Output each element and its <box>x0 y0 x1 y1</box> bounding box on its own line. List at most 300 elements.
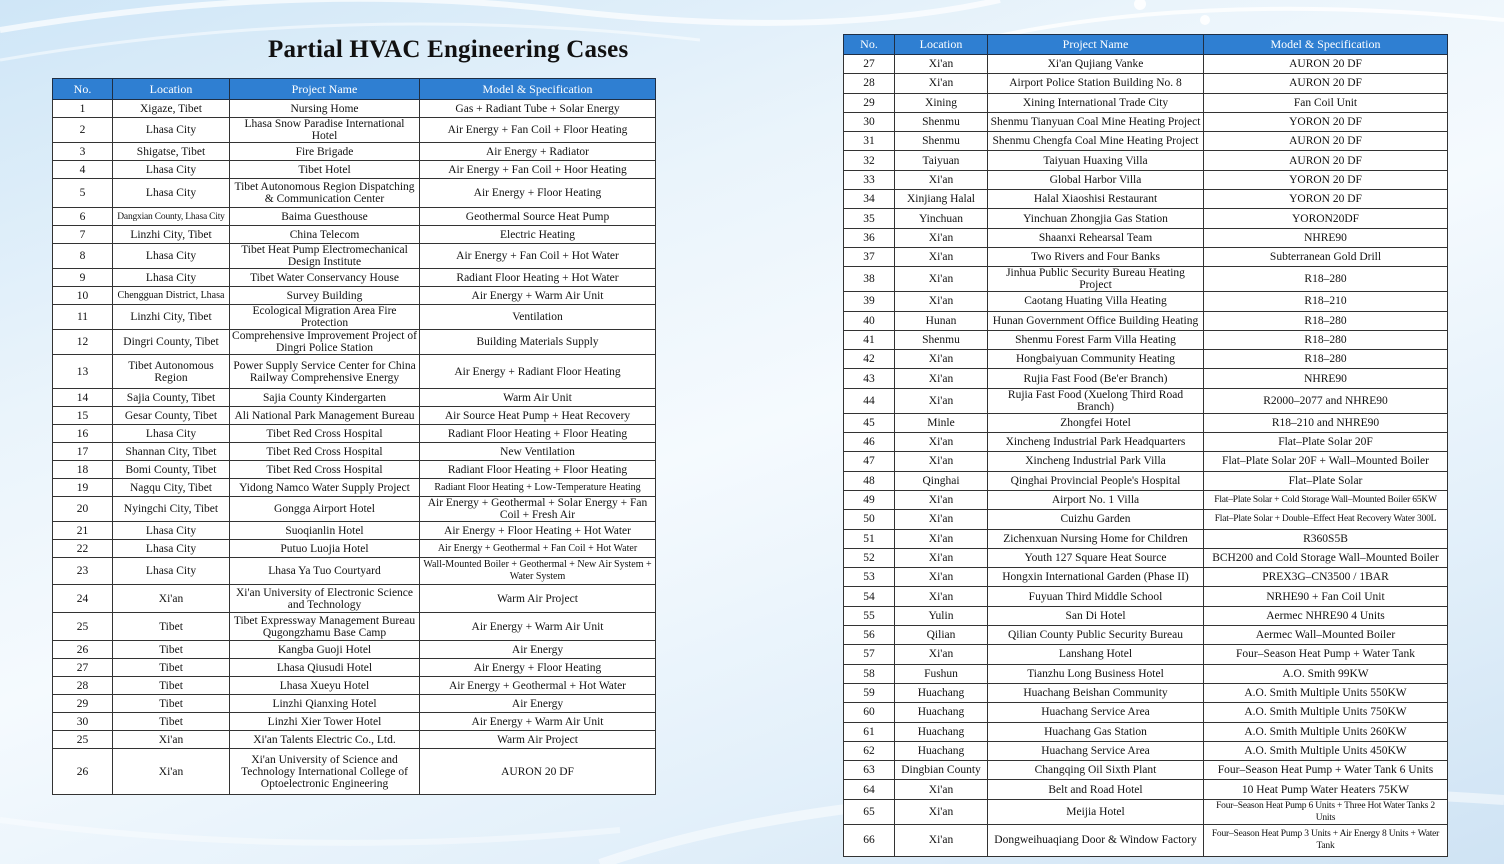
table-header-row <box>844 35 1448 55</box>
cell-project: Dongweihuaqiang Door & Window Factory <box>988 824 1204 856</box>
cell-project: Yinchuan Zhongjia Gas Station <box>988 209 1204 228</box>
col-header-model: Model & Specification <box>1204 35 1448 55</box>
cell-model: R18–210 <box>1204 292 1448 311</box>
cell-model: Air Energy + Floor Heating + Hot Water <box>420 522 656 540</box>
cell-model: New Ventilation <box>420 443 656 461</box>
cell-location: Xi'an <box>113 749 230 795</box>
cell-location: Xi'an <box>895 824 988 856</box>
cell-no: 47 <box>844 452 895 471</box>
cell-no: 60 <box>844 703 895 722</box>
cell-model: AURON 20 DF <box>1204 151 1448 170</box>
table-row <box>53 143 656 161</box>
cell-model: Air Energy + Fan Coil + Hot Water <box>420 244 656 269</box>
table-row <box>53 497 656 522</box>
cell-no: 3 <box>53 143 113 161</box>
cell-no: 12 <box>53 330 113 355</box>
table-row <box>53 305 656 330</box>
cell-model: Flat–Plate Solar 20F + Wall–Mounted Boiler <box>1204 452 1448 471</box>
cell-location: Linzhi City, Tibet <box>113 305 230 330</box>
table-row <box>844 824 1448 856</box>
cell-location: Minle <box>895 413 988 432</box>
table-row <box>53 613 656 641</box>
cell-location: Hunan <box>895 311 988 330</box>
table-row <box>844 722 1448 741</box>
cell-location: Tibet <box>113 641 230 659</box>
cell-no: 29 <box>844 93 895 112</box>
table-header-row <box>53 79 656 100</box>
table-row <box>844 388 1448 413</box>
cell-model: A.O. Smith Multiple Units 450KW <box>1204 741 1448 760</box>
table-row <box>844 93 1448 112</box>
table-row <box>53 244 656 269</box>
cell-model: Radiant Floor Heating + Low-Temperature Heating <box>420 479 656 497</box>
cell-location: Xi'an <box>895 55 988 74</box>
cell-no: 41 <box>844 330 895 349</box>
cell-location: Shannan City, Tibet <box>113 443 230 461</box>
cell-project: Kangba Guoji Hotel <box>230 641 420 659</box>
cell-no: 26 <box>53 749 113 795</box>
cell-project: Tibet Water Conservancy House <box>230 269 420 287</box>
cell-project: Zichenxuan Nursing Home for Children <box>988 529 1204 548</box>
cell-project: China Telecom <box>230 226 420 244</box>
cell-no: 26 <box>53 641 113 659</box>
cell-model: Four–Season Heat Pump 3 Units + Air Energy 8 Units + Water Tank <box>1204 824 1448 856</box>
cell-model: Air Energy + Geothermal + Fan Coil + Hot Water <box>420 540 656 558</box>
cell-project: Rujia Fast Food (Xuelong Third Road Branch) <box>988 388 1204 413</box>
cell-no: 50 <box>844 510 895 529</box>
table-row <box>53 731 656 749</box>
cell-location: Xi'an <box>113 585 230 613</box>
cell-no: 25 <box>53 731 113 749</box>
cell-project: Cuizhu Garden <box>988 510 1204 529</box>
table-row <box>844 683 1448 702</box>
cell-no: 29 <box>53 695 113 713</box>
cell-no: 57 <box>844 645 895 664</box>
cell-location: Qinghai <box>895 471 988 490</box>
cell-location: Xi'an <box>895 267 988 292</box>
cell-project: Fuyuan Third Middle School <box>988 587 1204 606</box>
cell-no: 15 <box>53 407 113 425</box>
cell-location: Huachang <box>895 722 988 741</box>
cell-model: Air Energy + Warm Air Unit <box>420 713 656 731</box>
cell-no: 66 <box>844 824 895 856</box>
cell-project: Youth 127 Square Heat Source <box>988 548 1204 567</box>
cell-model: Radiant Floor Heating + Floor Heating <box>420 425 656 443</box>
table-row <box>844 471 1448 490</box>
cell-project: Ali National Park Management Bureau <box>230 407 420 425</box>
table-row <box>53 659 656 677</box>
cell-model: Radiant Floor Heating + Hot Water <box>420 269 656 287</box>
cell-model: NHRE90 <box>1204 228 1448 247</box>
col-header-location: Location <box>895 35 988 55</box>
cell-location: Xinjiang Halal <box>895 190 988 209</box>
cell-location: Tibet <box>113 677 230 695</box>
cell-project: Airport Police Station Building No. 8 <box>988 74 1204 93</box>
cell-no: 7 <box>53 226 113 244</box>
col-header-no: No. <box>844 35 895 55</box>
table-row <box>53 389 656 407</box>
page-title: Partial HVAC Engineering Cases <box>268 36 629 63</box>
cell-model: YORON 20 DF <box>1204 190 1448 209</box>
cell-no: 1 <box>53 100 113 118</box>
table-row <box>53 479 656 497</box>
cell-model: R18–280 <box>1204 267 1448 292</box>
col-header-no: No. <box>53 79 113 100</box>
cell-model: Electric Heating <box>420 226 656 244</box>
cell-no: 11 <box>53 305 113 330</box>
cell-model: Subterranean Gold Drill <box>1204 247 1448 266</box>
cell-model: Aermec Wall–Mounted Boiler <box>1204 626 1448 645</box>
cell-location: Lhasa City <box>113 118 230 143</box>
cell-location: Bomi County, Tibet <box>113 461 230 479</box>
cell-project: Yidong Namco Water Supply Project <box>230 479 420 497</box>
cell-project: Sajia County Kindergarten <box>230 389 420 407</box>
cell-model: Four–Season Heat Pump + Water Tank <box>1204 645 1448 664</box>
cell-model: AURON 20 DF <box>1204 74 1448 93</box>
cell-no: 19 <box>53 479 113 497</box>
cell-model: Air Energy + Radiator <box>420 143 656 161</box>
table-row <box>844 55 1448 74</box>
cell-project: Caotang Huating Villa Heating <box>988 292 1204 311</box>
table-row <box>844 780 1448 799</box>
cell-no: 18 <box>53 461 113 479</box>
table-row <box>53 118 656 143</box>
cell-model: Air Energy <box>420 695 656 713</box>
table-row <box>53 100 656 118</box>
cell-project: Tibet Red Cross Hospital <box>230 443 420 461</box>
cell-model: NHRE90 <box>1204 369 1448 388</box>
cell-no: 14 <box>53 389 113 407</box>
cell-project: Suoqianlin Hotel <box>230 522 420 540</box>
cell-project: Xi'an Talents Electric Co., Ltd. <box>230 731 420 749</box>
cell-model: Wall-Mounted Boiler + Geothermal + New Air System + Water System <box>420 558 656 585</box>
cell-project: Linzhi Qianxing Hotel <box>230 695 420 713</box>
cell-model: A.O. Smith Multiple Units 750KW <box>1204 703 1448 722</box>
cell-project: Jinhua Public Security Bureau Heating Project <box>988 267 1204 292</box>
table-row <box>844 151 1448 170</box>
cell-no: 21 <box>53 522 113 540</box>
cell-project: Survey Building <box>230 287 420 305</box>
cell-location: Shenmu <box>895 112 988 131</box>
table-row <box>844 741 1448 760</box>
table-row <box>844 606 1448 625</box>
cell-model: Flat–Plate Solar <box>1204 471 1448 490</box>
cell-model: YORON 20 DF <box>1204 112 1448 131</box>
cell-project: Lanshang Hotel <box>988 645 1204 664</box>
cell-no: 37 <box>844 247 895 266</box>
cell-no: 32 <box>844 151 895 170</box>
table-row <box>844 170 1448 189</box>
cell-model: Air Energy + Warm Air Unit <box>420 613 656 641</box>
table-row <box>53 355 656 389</box>
cell-no: 25 <box>53 613 113 641</box>
cell-location: Lhasa City <box>113 558 230 585</box>
cell-project: Global Harbor Villa <box>988 170 1204 189</box>
cell-model: PREX3G–CN3500 / 1BAR <box>1204 568 1448 587</box>
cell-project: Gongga Airport Hotel <box>230 497 420 522</box>
cell-project: Two Rivers and Four Banks <box>988 247 1204 266</box>
cell-location: Qilian <box>895 626 988 645</box>
table-row <box>844 413 1448 432</box>
col-header-model: Model & Specification <box>420 79 656 100</box>
cell-model: Flat–Plate Solar + Double–Effect Heat Recovery Water 300L <box>1204 510 1448 529</box>
table-row <box>53 330 656 355</box>
cell-location: Lhasa City <box>113 244 230 269</box>
table-row <box>844 350 1448 369</box>
table-row <box>53 585 656 613</box>
col-header-project: Project Name <box>988 35 1204 55</box>
cell-location: Yulin <box>895 606 988 625</box>
cell-location: Dingbian County <box>895 761 988 780</box>
cell-model: R18–210 and NHRE90 <box>1204 413 1448 432</box>
table-row <box>53 443 656 461</box>
cell-no: 10 <box>53 287 113 305</box>
cell-no: 22 <box>53 540 113 558</box>
table-row <box>53 461 656 479</box>
cell-model: NRHE90 + Fan Coil Unit <box>1204 587 1448 606</box>
table-row <box>844 548 1448 567</box>
cell-no: 33 <box>844 170 895 189</box>
cell-no: 53 <box>844 568 895 587</box>
table-row <box>53 161 656 179</box>
table-row <box>844 433 1448 452</box>
cell-no: 28 <box>844 74 895 93</box>
cell-no: 20 <box>53 497 113 522</box>
table-row <box>844 311 1448 330</box>
cell-no: 45 <box>844 413 895 432</box>
cell-model: Gas + Radiant Tube + Solar Energy <box>420 100 656 118</box>
cell-location: Xi'an <box>895 228 988 247</box>
cell-model: R18–280 <box>1204 311 1448 330</box>
cell-no: 27 <box>844 55 895 74</box>
cell-model: Air Energy + Floor Heating <box>420 659 656 677</box>
table-row <box>844 267 1448 292</box>
cell-no: 30 <box>53 713 113 731</box>
cell-no: 65 <box>844 799 895 824</box>
table-row <box>844 369 1448 388</box>
table-row <box>53 695 656 713</box>
cell-project: Hongxin International Garden (Phase II) <box>988 568 1204 587</box>
cell-model: Four–Season Heat Pump + Water Tank 6 Units <box>1204 761 1448 780</box>
cell-model: Air Energy + Warm Air Unit <box>420 287 656 305</box>
cell-model: AURON 20 DF <box>1204 132 1448 151</box>
cell-location: Xi'an <box>895 369 988 388</box>
table-row <box>53 407 656 425</box>
table-row <box>53 522 656 540</box>
cell-no: 39 <box>844 292 895 311</box>
cell-no: 4 <box>53 161 113 179</box>
table-row <box>53 179 656 208</box>
cell-location: Lhasa City <box>113 522 230 540</box>
table-row <box>844 247 1448 266</box>
cell-location: Xi'an <box>895 388 988 413</box>
col-header-location: Location <box>113 79 230 100</box>
cell-no: 64 <box>844 780 895 799</box>
table-row <box>844 587 1448 606</box>
cell-project: Fire Brigade <box>230 143 420 161</box>
cell-model: R18–280 <box>1204 330 1448 349</box>
cell-no: 40 <box>844 311 895 330</box>
cell-project: Huachang Service Area <box>988 741 1204 760</box>
cell-model: R2000–2077 and NHRE90 <box>1204 388 1448 413</box>
cell-project: Shenmu Chengfa Coal Mine Heating Project <box>988 132 1204 151</box>
cell-no: 31 <box>844 132 895 151</box>
cell-project: Qilian County Public Security Bureau <box>988 626 1204 645</box>
cell-model: Fan Coil Unit <box>1204 93 1448 112</box>
cell-model: Four–Season Heat Pump 6 Units + Three Hot Water Tanks 2 Units <box>1204 799 1448 824</box>
cell-location: Shigatse, Tibet <box>113 143 230 161</box>
cell-no: 17 <box>53 443 113 461</box>
cell-location: Taiyuan <box>895 151 988 170</box>
cell-project: Zhongfei Hotel <box>988 413 1204 432</box>
cell-model: A.O. Smith Multiple Units 550KW <box>1204 683 1448 702</box>
table-row <box>844 645 1448 664</box>
right-cases-table <box>843 34 1448 857</box>
cell-model: Air Energy + Floor Heating <box>420 179 656 208</box>
cell-project: Lhasa Qiusudi Hotel <box>230 659 420 677</box>
cell-location: Huachang <box>895 683 988 702</box>
cell-no: 24 <box>53 585 113 613</box>
cell-no: 59 <box>844 683 895 702</box>
cell-no: 30 <box>844 112 895 131</box>
cell-location: Xigaze, Tibet <box>113 100 230 118</box>
cell-model: R18–280 <box>1204 350 1448 369</box>
table-row <box>844 190 1448 209</box>
cell-no: 9 <box>53 269 113 287</box>
cell-no: 43 <box>844 369 895 388</box>
cell-no: 16 <box>53 425 113 443</box>
cell-project: Changqing Oil Sixth Plant <box>988 761 1204 780</box>
cell-no: 52 <box>844 548 895 567</box>
cell-model: Flat–Plate Solar 20F <box>1204 433 1448 452</box>
table-row <box>53 269 656 287</box>
cell-location: Linzhi City, Tibet <box>113 226 230 244</box>
cell-no: 5 <box>53 179 113 208</box>
cell-no: 13 <box>53 355 113 389</box>
cell-project: Meijia Hotel <box>988 799 1204 824</box>
table-row <box>844 568 1448 587</box>
cell-project: Lhasa Xueyu Hotel <box>230 677 420 695</box>
cell-no: 54 <box>844 587 895 606</box>
table-row <box>53 226 656 244</box>
cell-no: 6 <box>53 208 113 226</box>
cell-location: Lhasa City <box>113 425 230 443</box>
cell-location: Xi'an <box>895 170 988 189</box>
cell-project: Lhasa Ya Tuo Courtyard <box>230 558 420 585</box>
cell-no: 42 <box>844 350 895 369</box>
table-row <box>844 228 1448 247</box>
cell-project: Shaanxi Rehearsal Team <box>988 228 1204 247</box>
cell-model: 10 Heat Pump Water Heaters 75KW <box>1204 780 1448 799</box>
cell-location: Fushun <box>895 664 988 683</box>
cell-no: 56 <box>844 626 895 645</box>
cell-no: 46 <box>844 433 895 452</box>
cell-no: 35 <box>844 209 895 228</box>
cell-model: Building Materials Supply <box>420 330 656 355</box>
cell-location: Tibet <box>113 695 230 713</box>
cell-project: Tibet Red Cross Hospital <box>230 461 420 479</box>
cell-project: Xincheng Industrial Park Headquarters <box>988 433 1204 452</box>
table-row <box>844 510 1448 529</box>
cell-project: Belt and Road Hotel <box>988 780 1204 799</box>
cell-model: Air Source Heat Pump + Heat Recovery <box>420 407 656 425</box>
cell-model: Air Energy <box>420 641 656 659</box>
cell-no: 49 <box>844 490 895 509</box>
cell-project: Tibet Expressway Management Bureau Qugongzhamu Base Camp <box>230 613 420 641</box>
cell-location: Lhasa City <box>113 269 230 287</box>
cell-model: Geothermal Source Heat Pump <box>420 208 656 226</box>
cell-location: Xi'an <box>895 780 988 799</box>
cell-project: Xi'an University of Science and Technology International College of Optoelectronic Engineering <box>230 749 420 795</box>
cell-location: Huachang <box>895 703 988 722</box>
cell-no: 28 <box>53 677 113 695</box>
table-row <box>53 208 656 226</box>
table-row <box>844 761 1448 780</box>
table-row <box>844 664 1448 683</box>
cell-model: Radiant Floor Heating + Floor Heating <box>420 461 656 479</box>
cell-location: Xi'an <box>895 247 988 266</box>
cell-location: Tibet <box>113 613 230 641</box>
cell-location: Gesar County, Tibet <box>113 407 230 425</box>
cell-project: Shenmu Tianyuan Coal Mine Heating Project <box>988 112 1204 131</box>
cell-model: YORON20DF <box>1204 209 1448 228</box>
cell-location: Chengguan District, Lhasa <box>113 287 230 305</box>
table-row <box>844 132 1448 151</box>
table-row <box>844 209 1448 228</box>
cell-location: Xi'an <box>895 490 988 509</box>
cell-model: Warm Air Project <box>420 731 656 749</box>
table-row <box>53 677 656 695</box>
cell-no: 23 <box>53 558 113 585</box>
cell-project: Lhasa Snow Paradise International Hotel <box>230 118 420 143</box>
cell-no: 36 <box>844 228 895 247</box>
cell-model: Air Energy + Geothermal + Hot Water <box>420 677 656 695</box>
cell-project: Xi'an University of Electronic Science and Technology <box>230 585 420 613</box>
cell-no: 62 <box>844 741 895 760</box>
cell-no: 34 <box>844 190 895 209</box>
cell-project: Huachang Service Area <box>988 703 1204 722</box>
cell-model: Air Energy + Fan Coil + Hoor Heating <box>420 161 656 179</box>
table-row <box>844 330 1448 349</box>
cell-project: San Di Hotel <box>988 606 1204 625</box>
cell-location: Xining <box>895 93 988 112</box>
cell-location: Sajia County, Tibet <box>113 389 230 407</box>
cell-project: Qinghai Provincial People's Hospital <box>988 471 1204 490</box>
cell-project: Power Supply Service Center for China Railway Comprehensive Energy <box>230 355 420 389</box>
cell-no: 8 <box>53 244 113 269</box>
cell-no: 48 <box>844 471 895 490</box>
table-row <box>844 112 1448 131</box>
cell-location: Dingri County, Tibet <box>113 330 230 355</box>
cell-model: Warm Air Unit <box>420 389 656 407</box>
cell-project: Ecological Migration Area Fire Protection <box>230 305 420 330</box>
cell-project: Xining International Trade City <box>988 93 1204 112</box>
cell-location: Huachang <box>895 741 988 760</box>
cell-model: AURON 20 DF <box>420 749 656 795</box>
cell-project: Hunan Government Office Building Heating <box>988 311 1204 330</box>
cell-model: Aermec NHRE90 4 Units <box>1204 606 1448 625</box>
cell-location: Lhasa City <box>113 161 230 179</box>
cell-location: Xi'an <box>895 568 988 587</box>
cell-no: 61 <box>844 722 895 741</box>
cell-model: R360S5B <box>1204 529 1448 548</box>
table-row <box>53 540 656 558</box>
cell-no: 55 <box>844 606 895 625</box>
cell-model: BCH200 and Cold Storage Wall–Mounted Boiler <box>1204 548 1448 567</box>
cell-model: Warm Air Project <box>420 585 656 613</box>
table-row <box>53 749 656 795</box>
cell-location: Nagqu City, Tibet <box>113 479 230 497</box>
